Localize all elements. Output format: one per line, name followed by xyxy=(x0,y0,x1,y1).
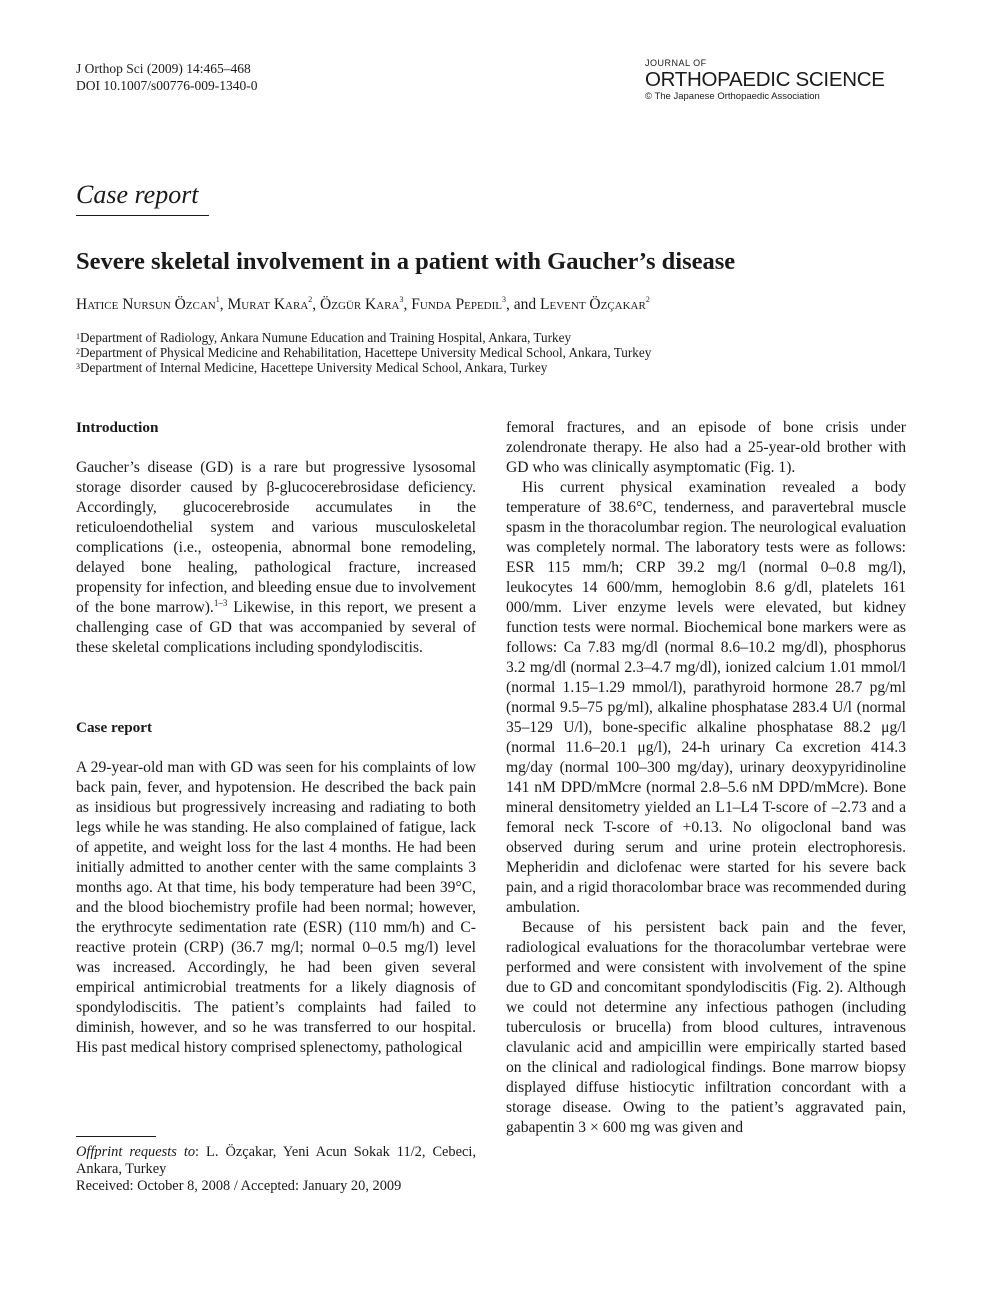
affiliation-item xyxy=(76,330,651,345)
intro-text: Gaucher’s disease (GD) is a rare but progressive lysosomal storage disorder caused by β-glucocerebrosidase deficiency. Accordingly, glucocerebroside accumulates in the reticuloendothelial system and various musculoskeletal complications (i.e., osteopenia, abnormal bone remodeling, delayed bone healing, pathological fracture, increased propensity for infection, and bleeding ensue due to involvement of the bone marrow). xyxy=(76,459,476,616)
intro-heading: Introduction xyxy=(76,419,159,436)
offprint-label: Offprint requests to xyxy=(76,1144,196,1160)
society-copyright: © The Japanese Orthopaedic Association xyxy=(645,91,820,102)
author-affil: 2 xyxy=(308,295,313,304)
author-name: Levent Özçakar xyxy=(540,296,646,313)
case-paragraph-3: Because of his persistent back pain and the fever, radiological evaluations for the thoracolumbar vertebrae were performed and were consistent with involvement of the spine due to GD and concomitant spondylodiscitis (Fig. 2). Although we could not determine any infectious pathogen (including tuberculosis or brucella) from blood cultures, intravenous clavulanic acid and ampicillin were empirically started based on the clinical and radiological findings. Bone marrow biopsy displayed diffuse histiocytic infiltration concordant with a storage disease. Owing to the patient’s aggravated pain, gabapentin 3 × 600 mg was given and xyxy=(506,919,906,1136)
case-heading: Case report xyxy=(76,719,153,736)
affiliation-number: 3 xyxy=(76,362,80,371)
intro-paragraph xyxy=(76,458,476,658)
article-title: Severe skeletal involvement in a patient with Gaucher’s disease xyxy=(76,248,736,275)
case-paragraph-2: His current physical examination revealed a body temperature of 38.6°C, tenderness, and paravertebral muscle spasm in the thoracolumbar region. The neurological evaluation was completely normal. The laboratory tests were as follows: ESR 115 mm/h; CRP 39.2 mg/l (normal 0–0.8 mg/l), leukocytes 14 600/mm, hemoglobin 8.6 g/dl, platelets 161 000/mm. Liver enzyme levels were elevated, but kidney function tests were normal. Biochemical bone markers were as follows: Ca 7.83 mg/dl (normal 8.6–10.2 mg/dl), phosphorus 3.2 mg/dl (normal 2.3–4.7 mg/dl), ionized calcium 1.01 mmol/l (normal 1.15–1.29 mmol/l), parathyroid hormone 28.7 pg/ml (normal 9.5–75 pg/ml), alkaline phosphatase 283.4 U/l (normal 35–129 U/l), bone-specific alkaline phosphatase 88.2 μg/l (normal 11.6–20.1 μg/l), 24-h urinary Ca excretion 414.3 mg/day (normal 100–300 mg/day), urinary deoxypyridinoline 141 nM DPD/mMcre (normal 2.8–5.6 nM DPD/mMcre). Bone mineral densitometry yielded an L1–L4 T-score of –2.73 and a femoral neck T-score of +0.13. No oligoclonal band was observed during serum and urine protein electrophoresis. Mepheridin and diclofenac were started for his severe back pain, and a rigid thoracolombar brace was recommended during ambulation. xyxy=(506,479,906,916)
author-sep: , xyxy=(403,296,412,313)
affiliation-text: Department of Internal Medicine, Hacettepe University Medical School, Ankara, Turkey xyxy=(80,360,548,375)
journal-of-label: JOURNAL OF xyxy=(645,58,707,68)
journal-logo xyxy=(645,58,885,103)
doi: DOI 10.1007/s00776-009-1340-0 xyxy=(76,78,258,93)
author-affil: 2 xyxy=(645,295,650,304)
author-affil: 3 xyxy=(399,295,404,304)
case-paragraph-1 xyxy=(76,758,476,1058)
section-underline xyxy=(76,215,209,216)
affiliation-number: 1 xyxy=(76,332,80,341)
reference-marker: 1–3 xyxy=(213,597,228,608)
author-list xyxy=(76,296,650,314)
citation-block xyxy=(76,60,258,94)
case-text-left: A 29-year-old man with GD was seen for his complaints of low back pain, fever, and hypotension. He described the back pain as insidious but progressively increasing and radiating to both legs while he was standing. He also complained of fatigue, lack of appetite, and weight loss for the last 4 months. He had been initially admitted to another center with the same complaints 3 months ago. At that time, his body temperature had been 39°C, and the blood biochemistry profile had been normal; however, the erythrocyte sedimentation rate (ESR) (110 mm/h) and C-reactive protein (CRP) (36.7 mg/l; normal 0–0.5 mg/l) level was increased. Accordingly, he had been given several empirical antimicrobial treatments for a likely diagnosis of spondylodiscitis. The patient’s complaints had failed to diminish, however, and so he was transferred to our hospital. His past medical history comprised splenectomy, pathological xyxy=(76,759,476,1056)
section-label: Case report xyxy=(76,180,199,209)
journal-citation: J Orthop Sci (2009) 14:465–468 xyxy=(76,61,251,76)
footnote-rule xyxy=(76,1136,156,1137)
affiliations xyxy=(76,330,651,375)
affiliation-item xyxy=(76,360,651,375)
author-sep: , xyxy=(219,296,228,313)
author-name: Funda Pepedil xyxy=(411,296,503,313)
intro-text-cont: Likewise, in this report, we present a challenging case of GD that was accompanied by several of these skeletal complications including spondylodiscitis. xyxy=(76,599,476,656)
footnote xyxy=(76,1144,476,1195)
author-name: Hatice Nursun Özcan xyxy=(76,296,216,313)
affiliation-item xyxy=(76,345,651,360)
offprint-text: : L. Özçakar, Yeni Acun Sokak 11/2, Cebeci, Ankara, Turkey xyxy=(76,1144,476,1177)
author-name: Özgür Kara xyxy=(320,296,400,313)
affiliation-text: Department of Radiology, Ankara Numune Education and Training Hospital, Ankara, Turkey xyxy=(80,330,572,345)
author-affil: 3 xyxy=(502,295,507,304)
author-sep: , xyxy=(312,296,321,313)
case-text-right: femoral fractures, and an episode of bone crisis under zolendronate therapy. He also had a 25-year-old brother with GD who was clinically asymptomatic (Fig. 1). xyxy=(506,419,906,476)
author-affil: 1 xyxy=(215,295,220,304)
author-name: Murat Kara xyxy=(227,296,309,313)
author-sep: , and xyxy=(506,296,541,313)
affiliation-text: Department of Physical Medicine and Rehabilitation, Hacettepe University Medical School, Ankara, Turkey xyxy=(80,345,652,360)
received-dates: Received: October 8, 2008 / Accepted: January 20, 2009 xyxy=(76,1178,402,1194)
journal-name: ORTHOPAEDIC SCIENCE xyxy=(645,68,885,91)
right-column xyxy=(506,418,906,1138)
affiliation-number: 2 xyxy=(76,347,80,356)
